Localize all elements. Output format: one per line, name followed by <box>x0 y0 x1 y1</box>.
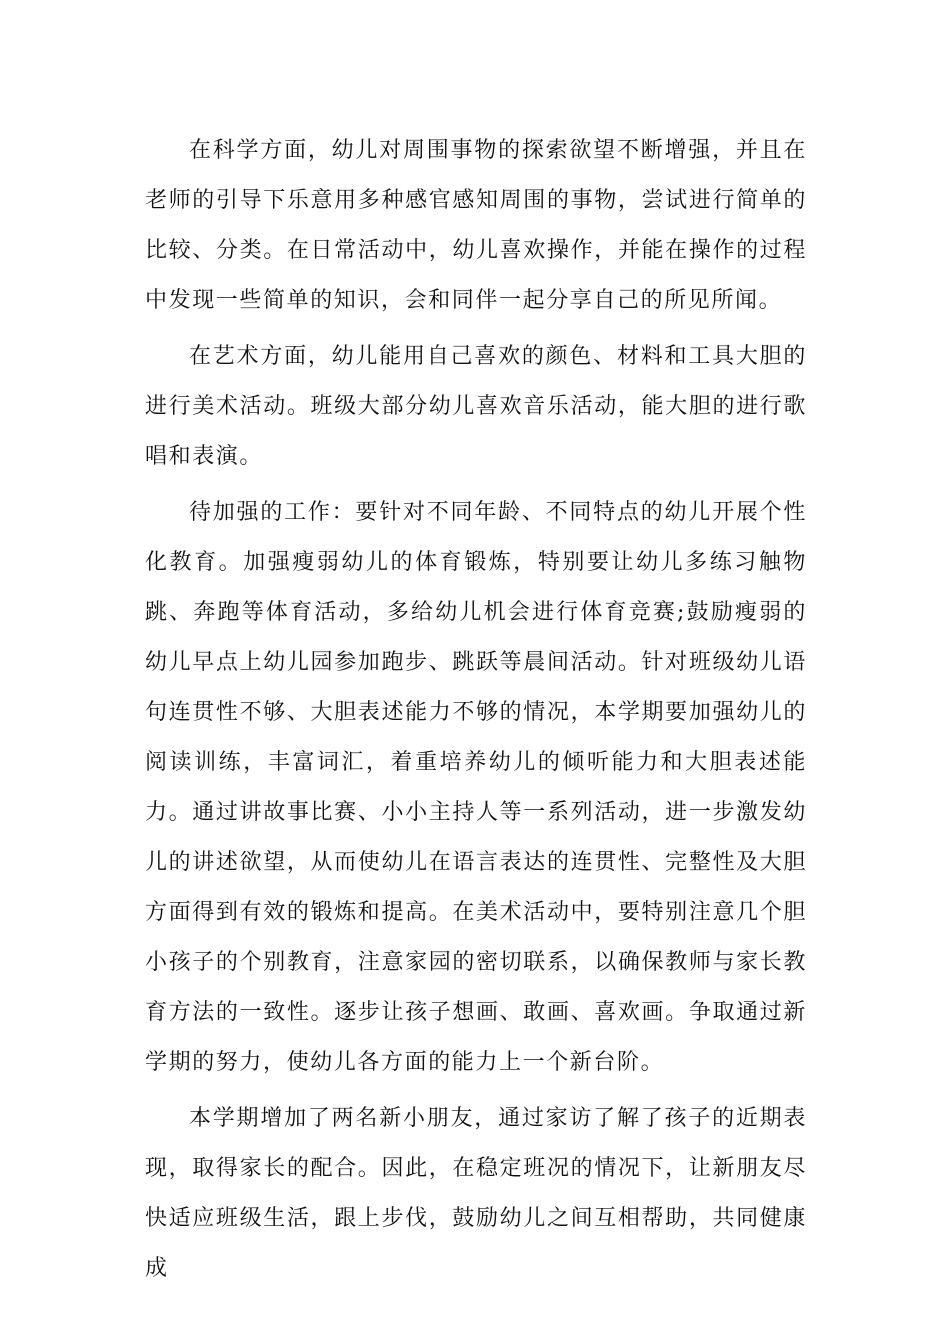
paragraph-science: 在科学方面，幼儿对周围事物的探索欲望不断增强，并且在老师的引导下乐意用多种感官感知周围的事物，尝试进行简单的比较、分类。在日常活动中，幼儿喜欢操作，并能在操作的过程中发现一些简单的知识，会和同伴一起分享自己的所见所闻。 <box>145 138 807 313</box>
paragraph-art: 在艺术方面，幼儿能用自己喜欢的颜色、材料和工具大胆的进行美术活动。班级大部分幼儿喜欢音乐活动，能大胆的进行歌唱和表演。 <box>145 344 807 469</box>
paragraph-improvement-work: 待加强的工作：要针对不同年龄、不同特点的幼儿开展个性化教育。加强瘦弱幼儿的体育锻炼，特别要让幼儿多练习触物跳、奔跑等体育活动，多给幼儿机会进行体育竞赛;鼓励瘦弱的幼儿早点上幼儿园参加跑步、跳跃等晨间活动。针对班级幼儿语句连贯性不够、大胆表述能力不够的情况，本学期要加强幼儿的阅读训练，丰富词汇，着重培养幼儿的倾听能力和大胆表述能力。通过讲故事比赛、小小主持人等一系列活动，进一步激发幼儿的讲述欲望，从而使幼儿在语言表达的连贯性、完整性及大胆方面得到有效的锻炼和提高。在美术活动中，要特别注意几个胆小孩子的个别教育，注意家园的密切联系，以确保教师与家长教育方法的一致性。逐步让孩子想画、敢画、喜欢画。争取通过新学期的努力，使幼儿各方面的能力上一个新台阶。 <box>145 500 807 1075</box>
paragraph-new-children: 本学期增加了两名新小朋友，通过家访了解了孩子的近期表现，取得家长的配合。因此，在稳定班况的情况下，让新朋友尽快适应班级生活，跟上步伐，鼓励幼儿之间互相帮助，共同健康成 <box>145 1106 807 1281</box>
document-body <box>145 126 807 1294</box>
